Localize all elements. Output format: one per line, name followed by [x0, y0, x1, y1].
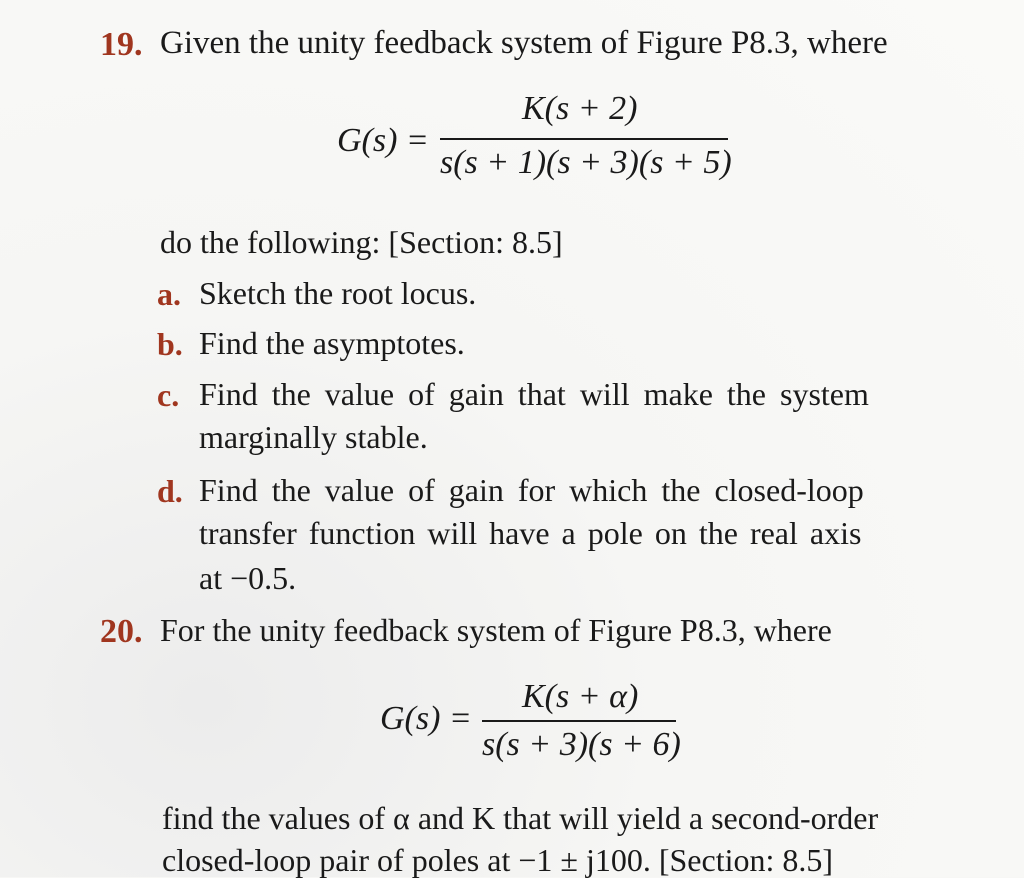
problem-19-eq-lhs: G(s) =	[337, 122, 429, 159]
problem-19-fraction-bar	[440, 138, 728, 140]
item-d-letter: d.	[157, 473, 183, 509]
item-a-letter: a.	[157, 276, 181, 312]
problem-20-number: 20.	[100, 613, 143, 650]
problem-19-stem: Given the unity feedback system of Figure P8.3, where	[160, 25, 888, 61]
problem-20-eq-lhs: G(s) =	[380, 700, 472, 737]
problem-20-eq-denominator: s(s + 3)(s + 6)	[482, 726, 681, 763]
problem-19-number: 19.	[100, 26, 143, 63]
item-c-text-line2: marginally stable.	[199, 419, 428, 455]
item-a-text: Sketch the root locus.	[199, 275, 477, 311]
problem-19-instruction: do the following: [Section: 8.5]	[160, 224, 563, 260]
problem-20-stem: For the unity feedback system of Figure P8.3, where	[160, 612, 832, 648]
item-d-text-line3: at −0.5.	[199, 560, 297, 596]
item-d-text-line2: transfer function will have a pole on the real axis	[199, 515, 862, 551]
problem-19-eq-numerator: K(s + 2)	[522, 90, 638, 127]
problem-19-eq-denominator: s(s + 1)(s + 3)(s + 5)	[440, 144, 732, 181]
item-c-letter: c.	[157, 377, 180, 413]
problem-20-body-line1: find the values of α and K that will yield a second-order	[162, 800, 879, 836]
item-b-text: Find the asymptotes.	[199, 325, 465, 361]
item-d-text-line1: Find the value of gain for which the closed-loop	[199, 472, 864, 508]
problem-20-body-line2: closed-loop pair of poles at −1 ± j100. [Section: 8.5]	[162, 842, 834, 878]
problem-20-fraction-bar	[482, 720, 676, 722]
item-c-text-line1: Find the value of gain that will make the system	[199, 376, 869, 412]
problem-20-eq-numerator: K(s + α)	[522, 678, 639, 715]
item-b-letter: b.	[157, 326, 183, 362]
